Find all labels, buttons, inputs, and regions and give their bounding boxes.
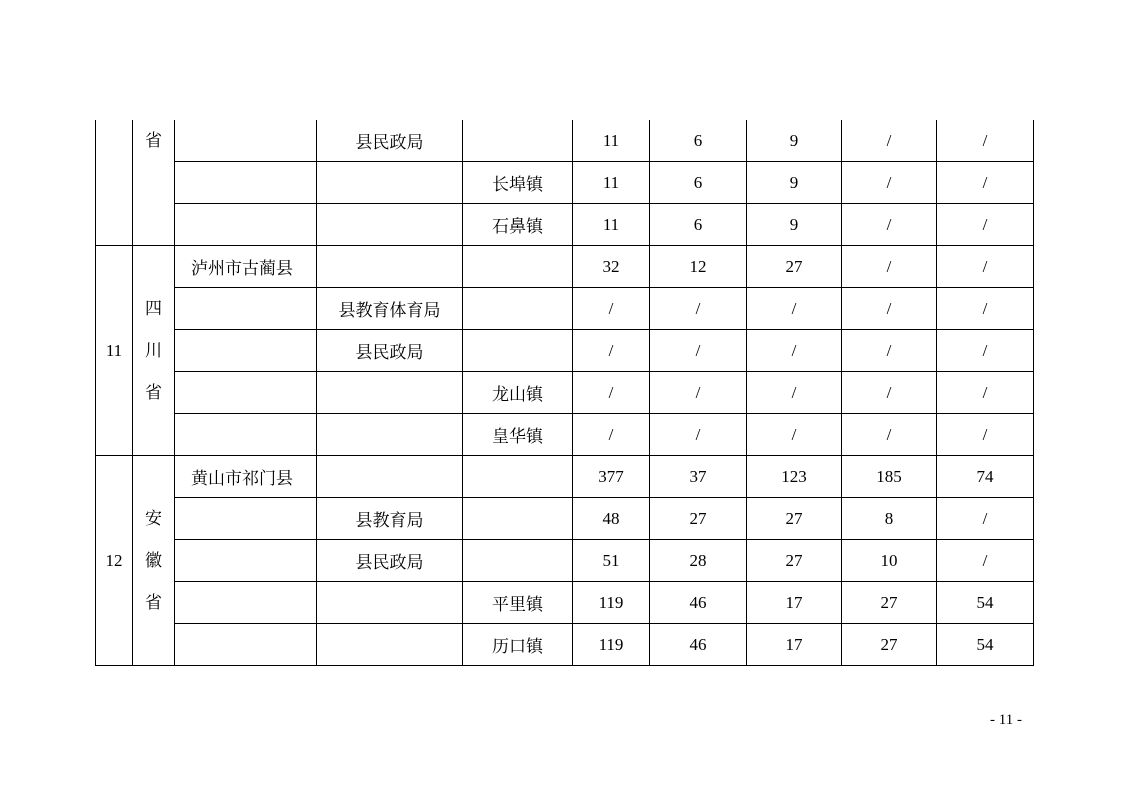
county-cell: 泸州市古蔺县 [175,246,317,288]
value-cell: / [650,372,747,414]
dept-cell: 县民政局 [317,120,463,162]
table-row [96,204,1034,246]
table-row [96,288,1034,330]
value-cell: 46 [650,624,747,666]
value-cell: 32 [573,246,650,288]
table-row [96,582,1034,624]
value-cell: / [937,204,1034,246]
county-cell [175,540,317,582]
table-row [96,162,1034,204]
value-cell: 377 [573,456,650,498]
county-cell [175,288,317,330]
value-cell: 54 [937,582,1034,624]
value-cell: 17 [747,624,842,666]
value-cell: 27 [842,624,937,666]
value-cell: 9 [747,120,842,162]
value-cell: / [842,246,937,288]
value-cell: 28 [650,540,747,582]
value-cell: 37 [650,456,747,498]
town-cell: 石鼻镇 [463,204,573,246]
county-cell [175,162,317,204]
row-index: 11 [96,246,133,456]
value-cell: 9 [747,162,842,204]
province-cell: 四 川 省 [133,246,175,456]
value-cell: / [747,288,842,330]
town-cell: 平里镇 [463,582,573,624]
value-cell: / [747,330,842,372]
value-cell: 46 [650,582,747,624]
value-cell: 27 [747,246,842,288]
dept-cell [317,582,463,624]
value-cell: 27 [747,498,842,540]
town-cell: 龙山镇 [463,372,573,414]
value-cell: 185 [842,456,937,498]
value-cell: 27 [650,498,747,540]
value-cell: / [842,204,937,246]
row-index [96,120,133,246]
value-cell: 51 [573,540,650,582]
value-cell: 27 [747,540,842,582]
value-cell: 11 [573,204,650,246]
county-cell [175,624,317,666]
county-cell [175,582,317,624]
value-cell: / [650,288,747,330]
row-index: 12 [96,456,133,666]
town-cell: 长埠镇 [463,162,573,204]
value-cell: / [937,372,1034,414]
value-cell: 6 [650,162,747,204]
dept-cell [317,414,463,456]
value-cell: / [650,330,747,372]
town-cell [463,120,573,162]
county-cell [175,498,317,540]
dept-cell: 县教育局 [317,498,463,540]
value-cell: / [842,372,937,414]
value-cell: / [842,288,937,330]
value-cell: 27 [842,582,937,624]
value-cell: 119 [573,582,650,624]
value-cell: / [937,288,1034,330]
value-cell: / [573,414,650,456]
value-cell: 6 [650,120,747,162]
value-cell: / [650,414,747,456]
value-cell: / [937,246,1034,288]
value-cell: / [573,372,650,414]
value-cell: / [937,540,1034,582]
dept-cell: 县民政局 [317,540,463,582]
table-row [96,330,1034,372]
dept-cell [317,204,463,246]
value-cell: / [573,330,650,372]
county-cell [175,204,317,246]
town-cell [463,498,573,540]
page-number: - 11 - [990,712,1022,728]
data-table [95,120,1034,666]
table-row [96,414,1034,456]
table-row [96,498,1034,540]
value-cell: 17 [747,582,842,624]
value-cell: / [842,120,937,162]
value-cell: / [747,414,842,456]
value-cell: / [937,120,1034,162]
value-cell: 6 [650,204,747,246]
value-cell: 123 [747,456,842,498]
table-row [96,624,1034,666]
value-cell: 74 [937,456,1034,498]
value-cell: 54 [937,624,1034,666]
value-cell: 11 [573,120,650,162]
town-cell [463,246,573,288]
dept-cell: 县教育体育局 [317,288,463,330]
town-cell [463,456,573,498]
table-row [96,246,1034,288]
dept-cell [317,246,463,288]
dept-cell [317,456,463,498]
dept-cell: 县民政局 [317,330,463,372]
value-cell: 12 [650,246,747,288]
county-cell [175,372,317,414]
town-cell [463,330,573,372]
table-row [96,540,1034,582]
value-cell: 119 [573,624,650,666]
county-cell: 黄山市祁门县 [175,456,317,498]
value-cell: / [937,162,1034,204]
table-row [96,372,1034,414]
value-cell: 8 [842,498,937,540]
value-cell: / [747,372,842,414]
dept-cell [317,162,463,204]
dept-cell [317,624,463,666]
province-cell: 安 徽 省 [133,456,175,666]
value-cell: / [937,498,1034,540]
town-cell [463,288,573,330]
town-cell: 皇华镇 [463,414,573,456]
value-cell: / [842,414,937,456]
value-cell: / [842,162,937,204]
dept-cell [317,372,463,414]
province-cell: 省 [133,120,175,246]
value-cell: 11 [573,162,650,204]
town-cell: 历口镇 [463,624,573,666]
value-cell: 10 [842,540,937,582]
county-cell [175,120,317,162]
table-row [96,120,1034,162]
value-cell: 9 [747,204,842,246]
county-cell [175,330,317,372]
value-cell: / [937,414,1034,456]
town-cell [463,540,573,582]
value-cell: / [937,330,1034,372]
table-row [96,456,1034,498]
value-cell: / [842,330,937,372]
value-cell: 48 [573,498,650,540]
value-cell: / [573,288,650,330]
county-cell [175,414,317,456]
